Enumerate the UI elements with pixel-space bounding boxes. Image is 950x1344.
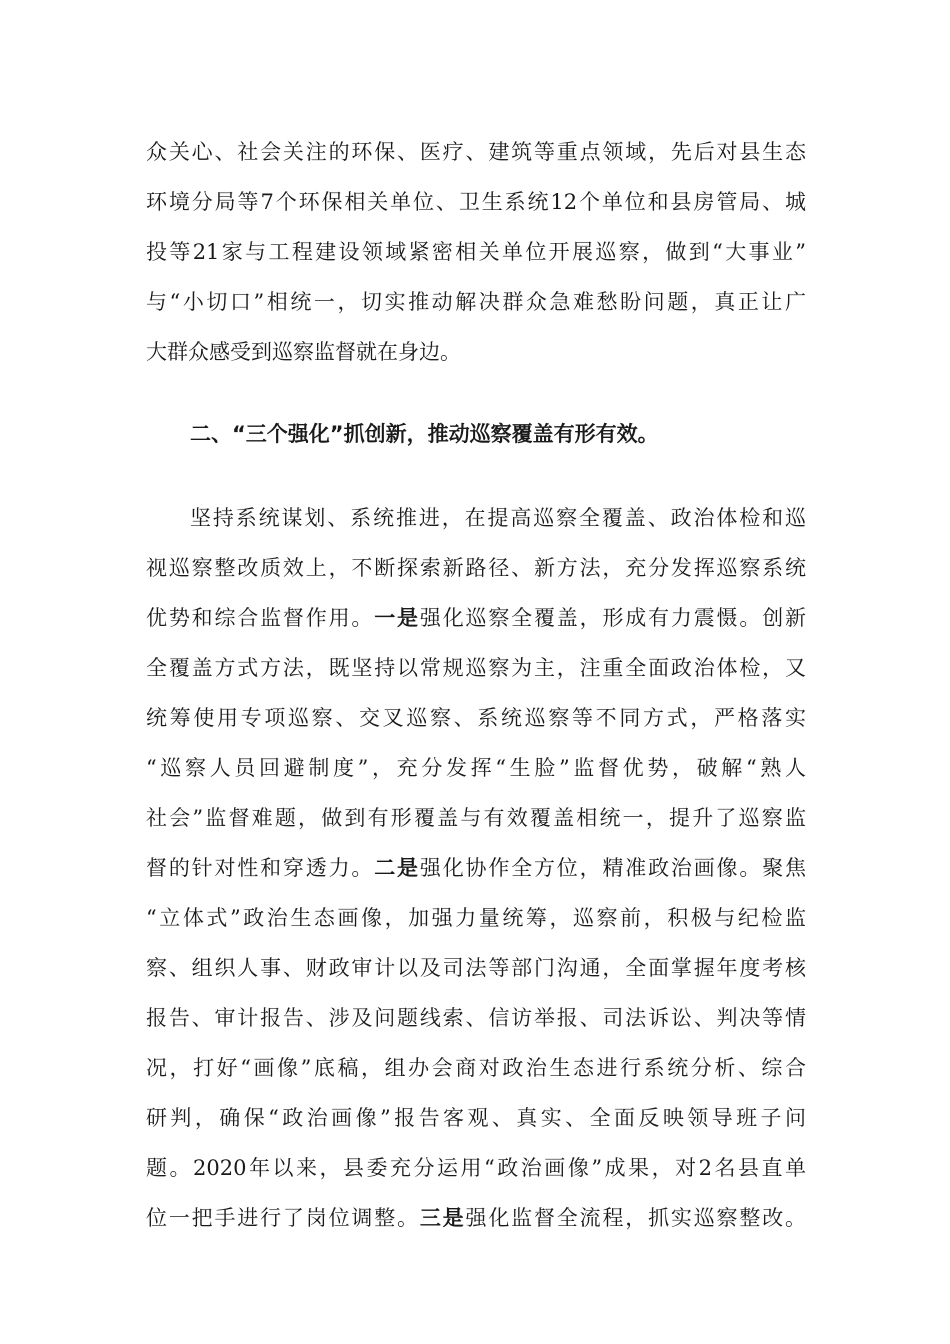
text-segment: 强化监督全流程，抓实巡察整改。 <box>465 1206 807 1230</box>
text-segment: 强化协作全方位，精准政治画像。聚焦 <box>419 856 807 880</box>
text-line: “巡察人员回避制度”，充分发挥“生脸”监督优势，破解“熟人 <box>146 756 806 780</box>
text-line: 报告、审计报告、涉及问题线索、信访举报、司法诉讼、判决等情 <box>146 1006 806 1030</box>
text-line <box>146 843 806 893</box>
text-line: 全覆盖方式方法，既坚持以常规巡察为主，注重全面政治体检，又 <box>146 656 806 680</box>
paragraph-continued <box>146 127 806 377</box>
text-segment: 督的针对性和穿透力。 <box>146 856 375 880</box>
text-line: 与“小切口”相统一，切实推动解决群众急难愁盼问题，真正让广 <box>146 290 806 314</box>
text-segment: 优势和综合监督作用。 <box>146 606 375 630</box>
text-line <box>146 1193 806 1243</box>
text-line: 视巡察整改质效上，不断探索新路径、新方法，充分发挥巡察系统 <box>146 556 806 580</box>
text-line: 况，打好“画像”底稿，组办会商对政治生态进行系统分析、综合 <box>146 1056 806 1080</box>
text-line: 社会”监督难题，做到有形覆盖与有效覆盖相统一，提升了巡察监 <box>146 806 806 830</box>
text-line: 大群众感受到巡察监督就在身边。 <box>146 340 461 364</box>
text-line: 环境分局等7个环保相关单位、卫生系统12个单位和县房管局、城 <box>146 190 806 214</box>
text-segment: 强化巡察全覆盖，形成有力震慑。创新 <box>419 606 807 630</box>
emphasis-label: 一是 <box>374 605 420 630</box>
section-heading <box>146 409 806 459</box>
paragraph-body <box>146 493 806 1243</box>
text-segment: 位一把手进行了岗位调整。 <box>146 1206 420 1230</box>
text-line: 题。2020年以来，县委充分运用“政治画像”成果，对2名县直单 <box>146 1156 806 1180</box>
text-line <box>146 593 806 643</box>
text-line: 统筹使用专项巡察、交叉巡察、系统巡察等不同方式，严格落实 <box>146 706 806 730</box>
text-line: 众关心、社会关注的环保、医疗、建筑等重点领域，先后对县生态 <box>146 140 806 164</box>
text-line: “立体式”政治生态画像，加强力量统筹，巡察前，积极与纪检监 <box>146 906 806 930</box>
text-line: 投等21家与工程建设领域紧密相关单位开展巡察，做到“大事业” <box>146 240 806 264</box>
section-heading-text: 二、“三个强化”抓创新，推动巡察覆盖有形有效。 <box>190 422 659 446</box>
emphasis-label: 二是 <box>374 855 420 880</box>
text-line: 研判，确保“政治画像”报告客观、真实、全面反映领导班子问 <box>146 1106 806 1130</box>
text-line: 察、组织人事、财政审计以及司法等部门沟通，全面掌握年度考核 <box>146 956 806 980</box>
emphasis-label: 三是 <box>419 1205 466 1230</box>
text-line: 坚持系统谋划、系统推进，在提高巡察全覆盖、政治体检和巡 <box>190 506 806 530</box>
